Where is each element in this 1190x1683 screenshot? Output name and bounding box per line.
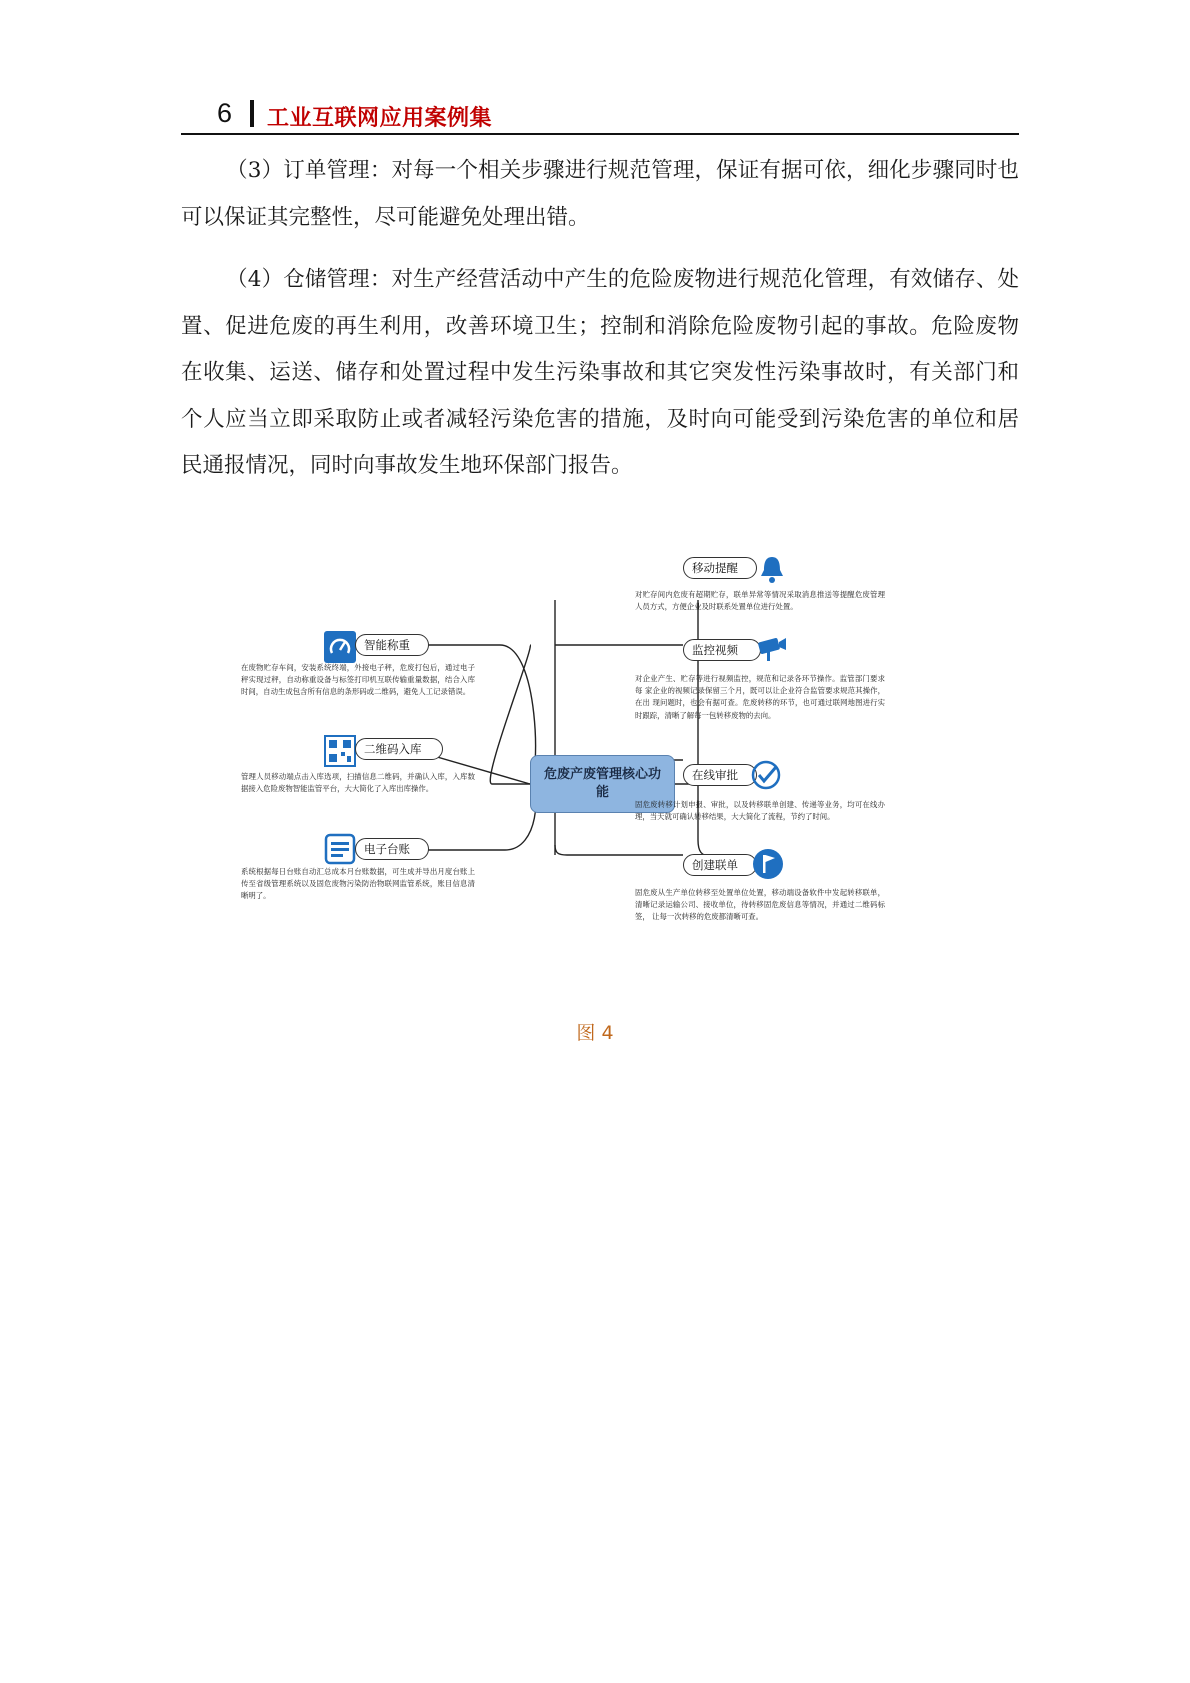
desc-mobile-reminder: 对贮存间内危废有超期贮存，联单异常等情况采取消息推送等提醒危废管理人员方式，方便企业及时联系处置单位进行处置。 [635,590,885,612]
book-title: 工业互联网应用案例集 [267,106,493,131]
page-number: 6 [217,98,233,128]
body-text [181,148,1019,490]
node-mobile-reminder: 移动提醒 [683,557,757,579]
figure-caption: 图 4 [576,1022,614,1044]
desc-smart-weighing: 在废物贮存车间，安装系统终端，外接电子秤，危废打包后，通过电子秤实现过秤，自动称重设备与标签打印机互联传输重量数据，结合入库时间，自动生成包含所有信息的条形码或二维码，避免人工记录错误。 [241,663,475,697]
ledger-icon [323,832,357,866]
paragraph-warehouse-management: （4）仓储管理：对生产经营活动中产生的危险废物进行规范化管理，有效储存、处置、促进危废的再生利用，改善环境卫生；控制和消除危险废物引起的事故。危险废物在收集、运送、储存和处置过程中发生污染事故和其它突发性污染事故时，有关部门和个人应当立即采取防止或者减轻污染危害的措施，及时向可能受到污染危害的单位和居民通报情况，同时向事故发生地环保部门报告。 [181,267,1019,478]
qr-code-icon [323,734,357,768]
paragraph-order-management: （3）订单管理：对每一个相关步骤进行规范管理，保证有据可依，细化步骤同时也可以保证其完整性，尽可能避免处理出错。 [181,158,1019,230]
node-online-approval: 在线审批 [683,764,757,786]
desc-create-manifest: 固危废从生产单位转移至处置单位处置，移动端设备软件中发起转移联单，清晰记录运输公司、接收单位，待转移固危废信息等情况，并通过二维码标签， 让每一次转移的危废都清晰可查。 [635,888,885,922]
desc-online-approval: 固危废转移计划申报、审批，以及转移联单创建、传递等业务，均可在线办理，当天就可确认转移结果，大大简化了流程，节约了时间。 [635,800,885,822]
check-icon [749,758,783,792]
desc-e-ledger: 系统根据每日台账自动汇总成本月台账数据，可生成并导出月度台账上传至省级管理系统以及固危废物污染防治物联网监管系统，账目信息清晰明了。 [241,867,475,901]
camera-icon [755,632,789,666]
header-divider [250,100,254,127]
flag-icon [751,847,785,881]
bell-icon [755,552,789,586]
header-rule [181,133,1019,135]
desc-video-monitoring: 对企业产生、贮存等进行视频监控，规范和记录各环节操作。监管部门要求每 家企业的视频记录保留三个月，既可以让企业符合监管要求规范其操作，在出 现问题时，也会有据可查。危废转移的环节，也可通过联网地图进行实时跟踪，清晰了解每一包转移废物的去向。 [635,674,885,720]
mindmap-figure [241,561,955,1020]
node-e-ledger: 电子台账 [355,838,429,860]
page-header [181,96,1019,136]
node-smart-weighing: 智能称重 [355,634,429,656]
desc-qr-inbound: 管理人员移动端点击入库选项，扫描信息二维码，并确认入库，入库数据接入危险废物智能监管平台，大大简化了入库出库操作。 [241,772,475,794]
node-video-monitoring: 监控视频 [683,639,761,661]
mindmap-center-node: 危废产废管理核心功能 [530,755,675,813]
gauge-icon [323,630,357,664]
node-qr-inbound: 二维码入库 [355,738,443,760]
node-create-manifest: 创建联单 [683,854,757,876]
